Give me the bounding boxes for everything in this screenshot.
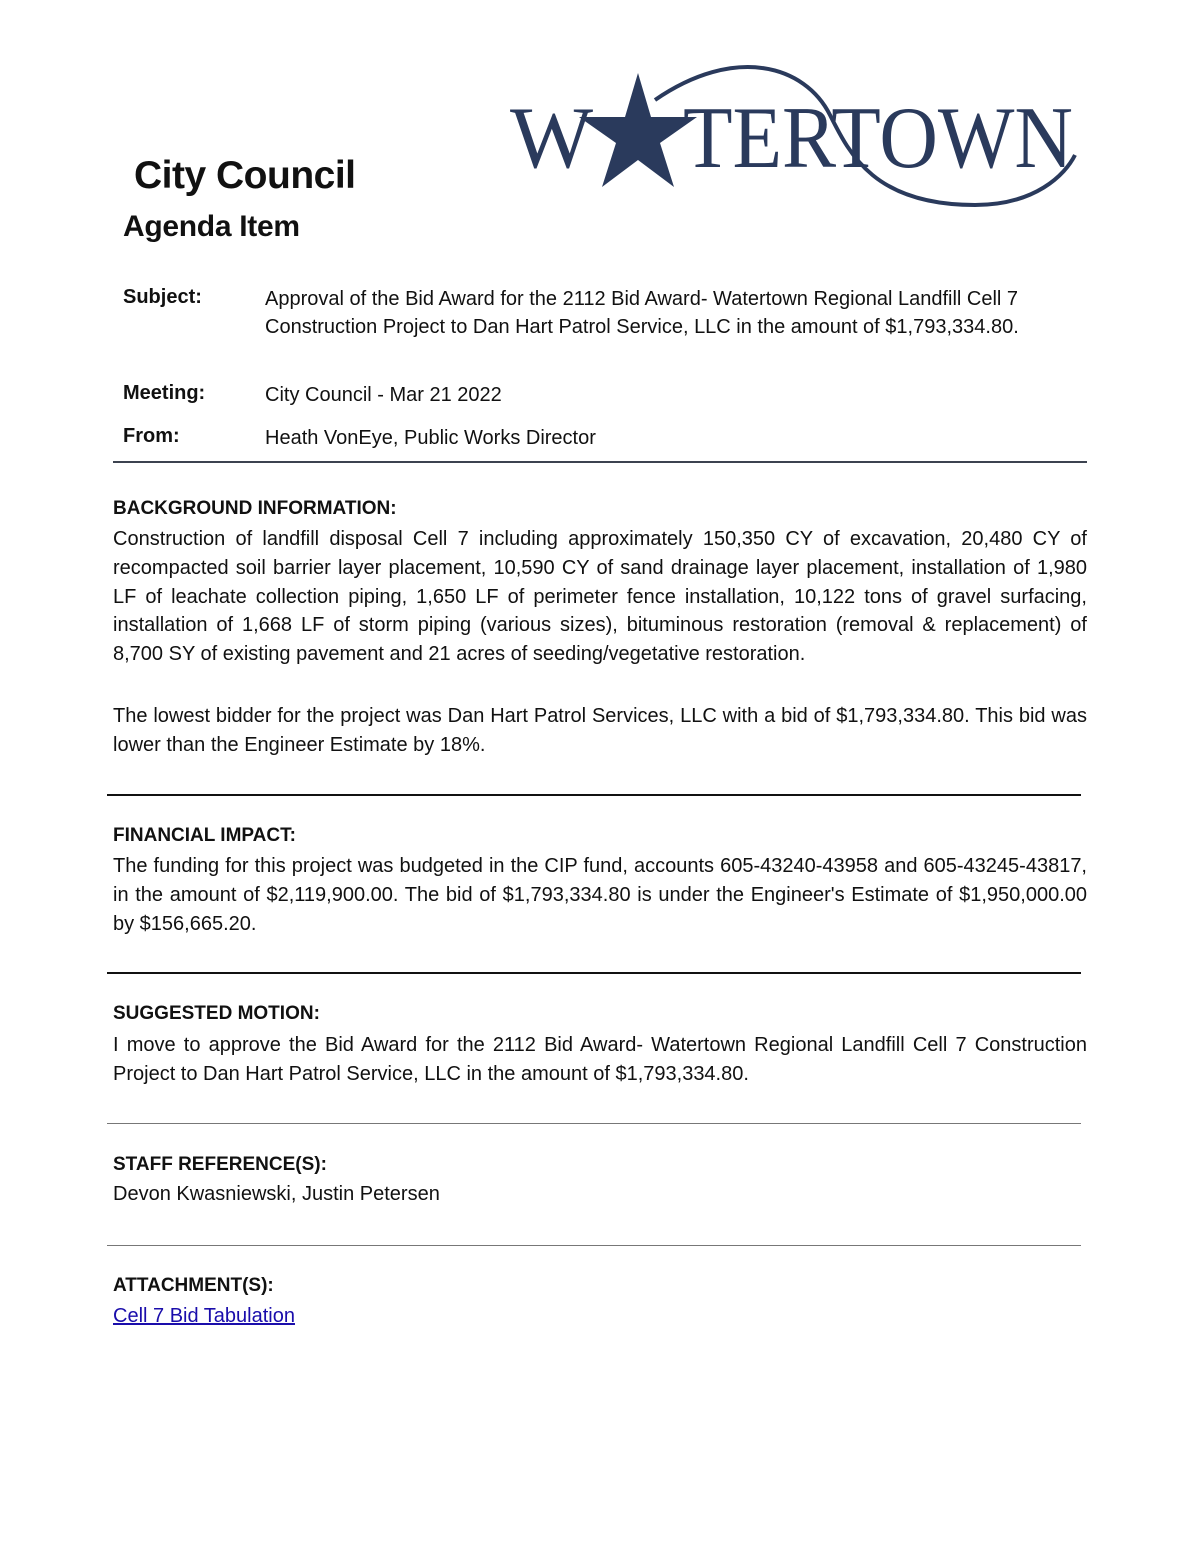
meeting-label: Meeting: xyxy=(123,382,206,404)
staff-paragraph: Devon Kwasniewski, Justin Petersen xyxy=(113,1183,440,1205)
logo-tertown-text: TERTOWN xyxy=(683,90,1073,187)
meeting-value: City Council - Mar 21 2022 xyxy=(265,384,502,406)
divider xyxy=(107,972,1081,974)
motion-paragraph: I move to approve the Bid Award for the 2112 Bid Award- Watertown Regional Landfill Cell 7 Construction Project to Dan Hart Patrol Service, LLC in the amount of $1,793,334.80. xyxy=(113,1034,1087,1085)
subject-label: Subject: xyxy=(123,286,202,308)
divider xyxy=(107,1245,1081,1246)
bid-tabulation-link[interactable]: Cell 7 Bid Tabulation xyxy=(113,1305,295,1327)
divider xyxy=(107,1123,1081,1124)
page-title: City Council xyxy=(134,154,356,197)
subject-value: Approval of the Bid Award for the 2112 Bid Award- Watertown Regional Landfill Cell 7 Construction Project to Dan Hart Patrol Service, LLC in the amount of $1,793,334.80. xyxy=(265,288,1019,338)
from-value: Heath VonEye, Public Works Director xyxy=(265,427,596,449)
watertown-logo xyxy=(505,55,1085,215)
from-label: From: xyxy=(123,425,180,447)
attachments-heading: ATTACHMENT(S): xyxy=(113,1275,274,1296)
divider xyxy=(113,461,1087,463)
lowest-bidder-paragraph: The lowest bidder for the project was Dan Hart Patrol Services, LLC with a bid of $1,793,334.80. This bid was lower than the Engineer Estimate by 18%. xyxy=(113,705,1087,756)
background-heading: BACKGROUND INFORMATION: xyxy=(113,498,397,519)
divider xyxy=(107,794,1081,796)
motion-heading: SUGGESTED MOTION: xyxy=(113,1003,320,1024)
logo-w-text: W xyxy=(510,90,594,187)
financial-paragraph: The funding for this project was budgeted in the CIP fund, accounts 605-43240-43958 and 605-43245-43817, in the amount of $2,119,900.00. The bid of $1,793,334.80 is under the Engineer's Estimate of $1,950,000.00 by $156,665.20. xyxy=(113,855,1087,935)
star-icon xyxy=(579,73,697,187)
page-subtitle: Agenda Item xyxy=(123,210,300,243)
financial-heading: FINANCIAL IMPACT: xyxy=(113,825,296,846)
staff-heading: STAFF REFERENCE(S): xyxy=(113,1154,327,1175)
background-paragraph: Construction of landfill disposal Cell 7 including approximately 150,350 CY of excavation, 20,480 CY of recompacted soil barrier layer placement, 10,590 CY of sand drainage layer placement, installation of 1,980 LF of leachate collection piping, 1,650 LF of perimeter fence installation, 10,122 tons of gravel surfacing, installation of 1,668 LF of storm piping (various sizes), bituminous restoration (removal & replacement) of 8,700 SY of existing pavement and 21 acres of seeding/vegetative restoration. xyxy=(113,528,1087,666)
